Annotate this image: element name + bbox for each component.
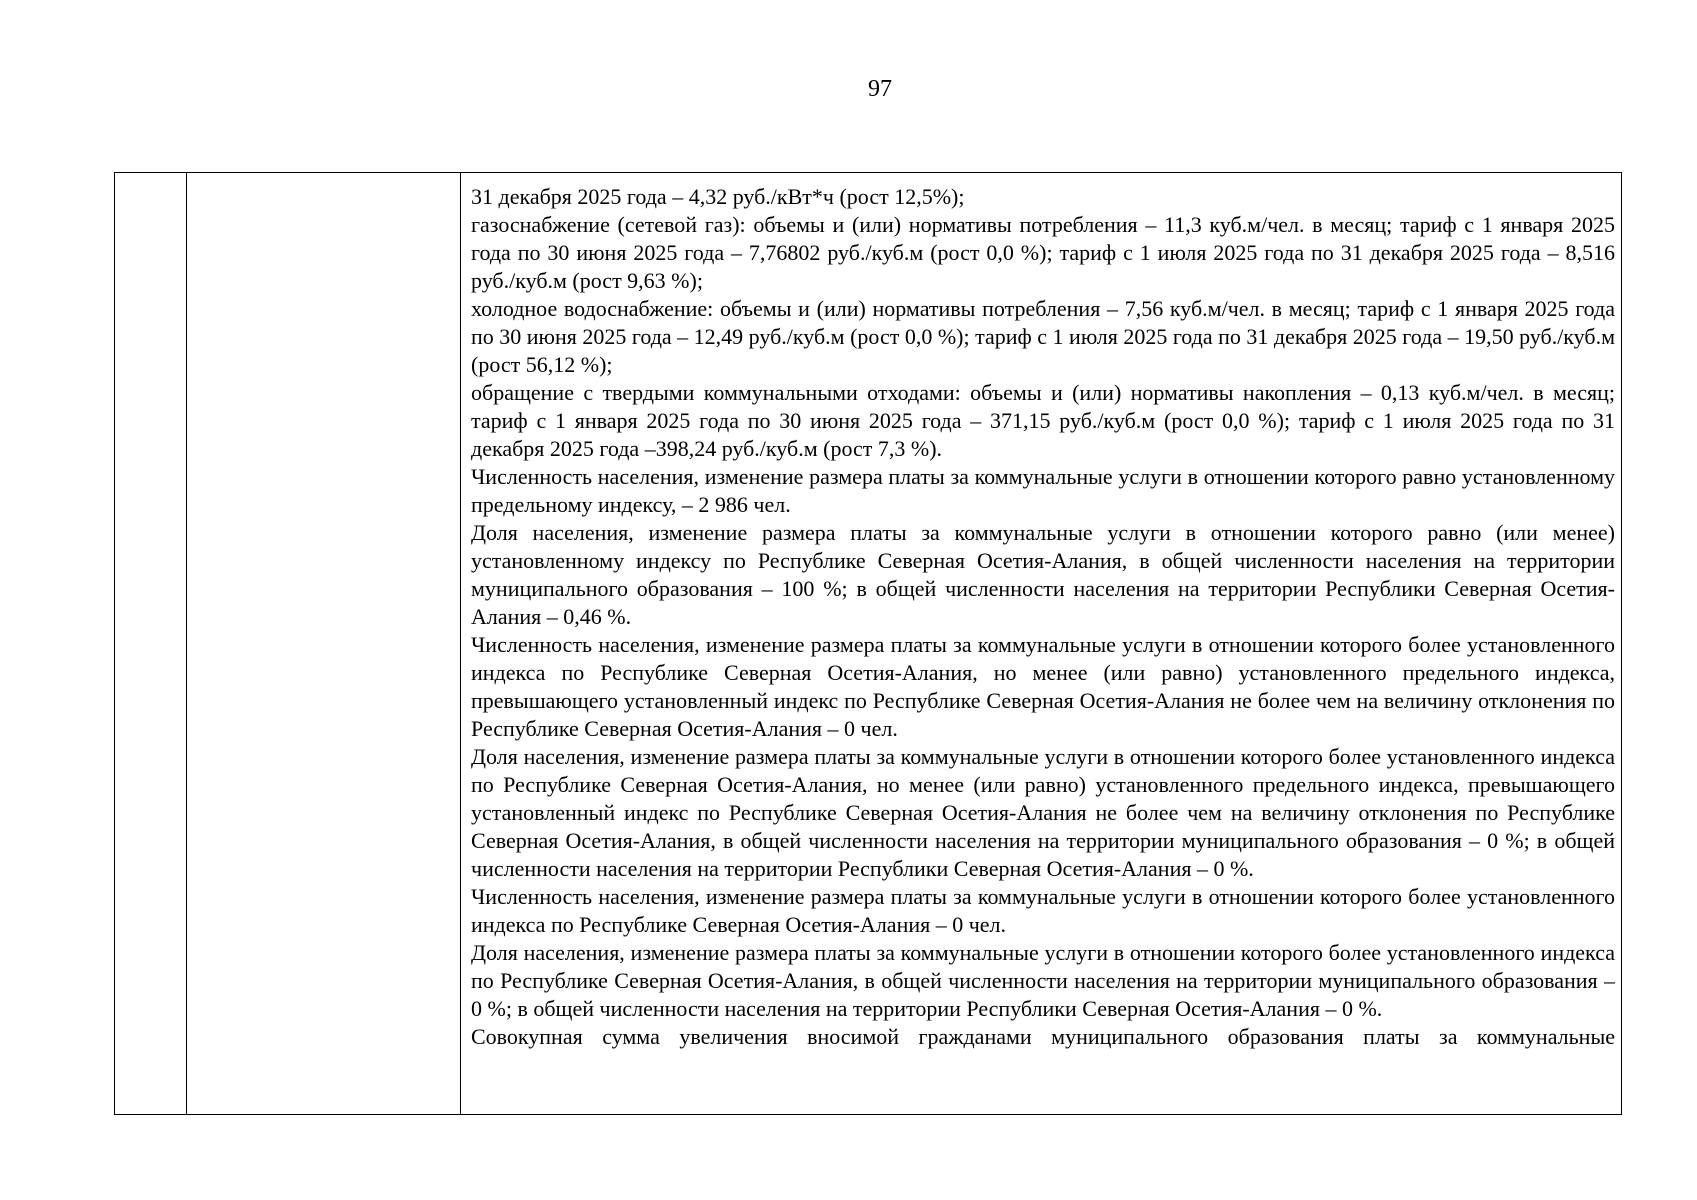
paragraph-electricity-tariff-end: 31 декабря 2025 года – 4,32 руб./кВт*ч (рост 12,5%);: [471, 184, 965, 209]
paragraph-gas-supply: газоснабжение (сетевой газ): объемы и (или) нормативы потребления – 11,3 куб.м/чел. в месяц; тариф с 1 января 2025 года по 30 июня 2025 года – 7,76802 руб./куб.м (рост 0,0 %); тариф с 1 июля 2025 года по 31 декабря 2025 года – 8,516 руб./куб.м (рост 9,63 %);: [471, 212, 1615, 293]
paragraph-population-above-republic-index: Численность населения, изменение размера платы за коммунальные услуги в отношении которого более установленного индекса по Республике Северная Осетия-Алания – 0 чел.: [471, 884, 1615, 937]
paragraph-solid-waste: обращение с твердыми коммунальными отходами: объемы и (или) нормативы накопления – 0,13 куб.м/чел. в месяц; тариф с 1 января 2025 года по 30 июня 2025 года – 371,15 руб./куб.м (рост 0,0 %); тариф с 1 июля 2025 года по 31 декабря 2025 года –398,24 руб./куб.м (рост 7,3 %).: [471, 380, 1615, 461]
paragraph-share-above-index: Доля населения, изменение размера платы за коммунальные услуги в отношении которого более установленного индекса по Республике Северная Осетия-Алания, но менее (или равно) установленного предельного индекса, превышающего установленный индекс по Республике Северная Осетия-Алания не более чем на величину отклонения по Республике Северная Осетия-Алания, в общей численности населения на территории муниципального образования – 0 %; в общей численности населения на территории Республики Северная Осетия-Алания – 0 %.: [471, 744, 1615, 881]
table-cell-number: [115, 173, 187, 1115]
document-table: [114, 172, 1622, 1115]
paragraph-cold-water-supply: холодное водоснабжение: объемы и (или) нормативы потребления – 7,56 куб.м/чел. в месяц; тариф с 1 января 2025 года по 30 июня 2025 года – 12,49 руб./куб.м (рост 0,0 %); тариф с 1 июля 2025 года по 31 декабря 2025 года – 19,50 руб./куб.м (рост 56,12 %);: [471, 296, 1616, 377]
table-cell-name: [187, 173, 461, 1115]
paragraph-population-equal-limit: Численность населения, изменение размера платы за коммунальные услуги в отношении которого равно установленному предельному индексу, – 2 986 чел.: [471, 464, 1615, 517]
paragraph-population-above-index: Численность населения, изменение размера платы за коммунальные услуги в отношении которого более установленного индекса по Республике Северная Осетия-Алания, но менее (или равно) установленного предельного индекса, превышающего установленный индекс по Республике Северная Осетия-Алания не более чем на величину отклонения по Республике Северная Осетия-Алания – 0 чел.: [471, 632, 1615, 741]
paragraph-total-increase: Совокупная сумма увеличения вносимой гражданами муниципального образования платы за коммунальные: [471, 1024, 1615, 1049]
table-row: [115, 173, 1622, 1115]
paragraph-share-equal-or-less: Доля населения, изменение размера платы за коммунальные услуги в отношении которого равно (или менее) установленному индексу по Республике Северная Осетия-Алания, в общей численности населения на территории муниципального образования – 100 %; в общей численности населения на территории Республики Северная Осетия-Алания – 0,46 %.: [471, 520, 1615, 629]
paragraph-share-above-republic-index: Доля населения, изменение размера платы за коммунальные услуги в отношении которого более установленного индекса по Республике Северная Осетия-Алания, в общей численности населения на территории муниципального образования – 0 %; в общей численности населения на территории Республики Северная Осетия-Алания – 0 %.: [471, 940, 1615, 1021]
table-cell-content: [461, 173, 1622, 1115]
page-number: 97: [868, 76, 892, 102]
